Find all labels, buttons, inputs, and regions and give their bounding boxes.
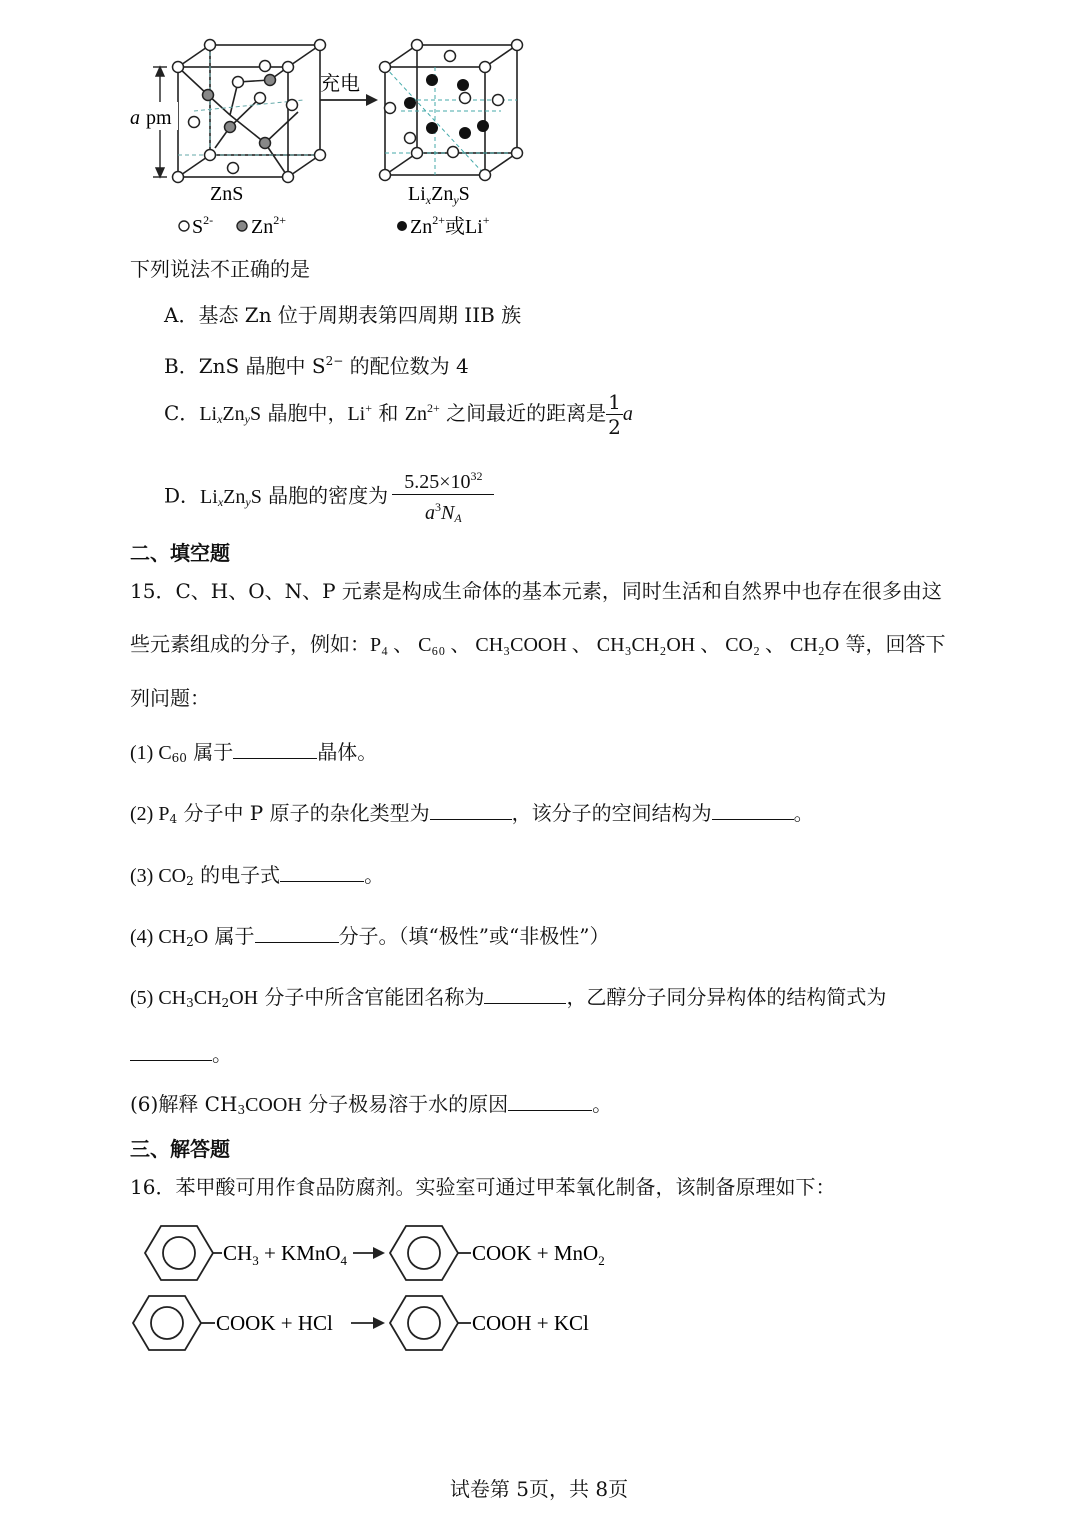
dimension-unit: pm — [146, 107, 172, 129]
lixznys-caption: $Li_xZn_yS$ — [408, 183, 470, 207]
page-footer: 试卷第 5页，共 8页 — [449, 1477, 629, 1501]
reaction-arrow — [373, 1247, 385, 1259]
benzene-ring — [390, 1296, 458, 1350]
answer-blank[interactable] — [233, 738, 317, 759]
q14-option-d: D．$Li_xZn_yS$ 晶胞的密度为 $\frac{5.25\times 10^{32}}{a^3N_A}$ — [164, 464, 494, 530]
benzene-ring — [145, 1226, 213, 1280]
answer-blank[interactable] — [430, 799, 512, 820]
q14-option-c: C．$Li_xZn_yS$ 晶胞中，Li+ 和 $Zn^{2+}$ 之间最近的距离是 $\frac{1}{2}$ a — [164, 390, 633, 439]
q14-option-a: A．基态 Zn 位于周期表第四周期 IIB 族 — [164, 303, 522, 327]
reaction2-reactants: COOK + HCl — [216, 1311, 333, 1335]
dimension-a: a — [130, 107, 140, 129]
q15-part4: (4) $CH_2O$ 属于 分子。（填“极性”或“非极性”） — [130, 924, 610, 949]
q15-line2: 些元素组成的分子，例如：P₄ 、 C₆₀ 、 CH₃COOH 、 CH₃CH₂OH 、 CO₂ 、 CH₂O 等，回答下 — [130, 632, 946, 656]
q15-part6: (6)解释 $CH_3COOH$ 分子极易溶于水的原因 。 — [130, 1092, 613, 1117]
density-fraction: $\frac{5.25\times 10^{32}}{a^3N_A}$ — [392, 464, 494, 530]
reaction2-products: COOH + KCl — [472, 1311, 589, 1335]
answer-blank[interactable] — [712, 799, 794, 820]
q15-part3: (3) $CO_2$ 的电子式 。 — [130, 863, 385, 888]
section-answer-title: 三、解答题 — [130, 1137, 230, 1161]
reaction1-products: COOK + MnO$_2$ — [472, 1241, 605, 1268]
answer-blank[interactable] — [508, 1090, 592, 1111]
reaction1-reactants: $CH_3$ + KMnO$_4$ — [223, 1241, 348, 1268]
q15-line1: 15．C、H、O、N、P 元素是构成生命体的基本元素，同时生活和自然界中也存在很多由这 — [130, 579, 942, 603]
legend-zn: $Zn^{2+}$ — [251, 213, 286, 238]
q15-part2: (2) $P_4$ 分子中 P 原子的杂化类型为 ，该分子的空间结构为 。 — [130, 801, 814, 826]
q15-line3: 列问题： — [130, 686, 210, 710]
answer-blank[interactable] — [130, 1040, 212, 1061]
q15-part5: (5) $CH_3CH_2OH$ 分子中所含官能团名称为 ，乙醇分子同分异构体的结构简式为 — [130, 985, 887, 1010]
reaction-arrow — [373, 1317, 385, 1329]
fraction-half: $\frac{1}{2}$ — [608, 390, 621, 439]
reaction-scheme — [125, 1210, 665, 1360]
benzene-ring — [390, 1226, 458, 1280]
answer-blank[interactable] — [484, 983, 566, 1004]
q16-stem: 16．苯甲酸可用作食品防腐剂。实验室可通过甲苯氧化制备，该制备原理如下： — [130, 1175, 836, 1199]
zns-unit-cell — [178, 45, 320, 177]
q15-part5-cont: 。 — [130, 1040, 232, 1068]
legend-s: $S^{2-}$ — [192, 213, 214, 238]
benzene-ring — [133, 1296, 201, 1350]
section-fill-in-title: 二、填空题 — [130, 541, 230, 565]
answer-blank[interactable] — [255, 922, 339, 943]
arrow-label: 充电 — [320, 71, 360, 95]
q14-option-b: B．ZnS 晶胞中 $S^{2-}$ 的配位数为 4 — [164, 354, 469, 378]
answer-blank[interactable] — [280, 861, 364, 882]
legend-zn-li: $Zn^{2+}$或Li+ — [410, 213, 490, 238]
q14-stem: 下列说法不正确的是 — [130, 257, 310, 281]
zns-caption: ZnS — [210, 183, 244, 205]
crystal-figure — [120, 30, 540, 250]
q15-part1: (1) $C_{60}$ 属于 晶体。 — [130, 740, 378, 765]
